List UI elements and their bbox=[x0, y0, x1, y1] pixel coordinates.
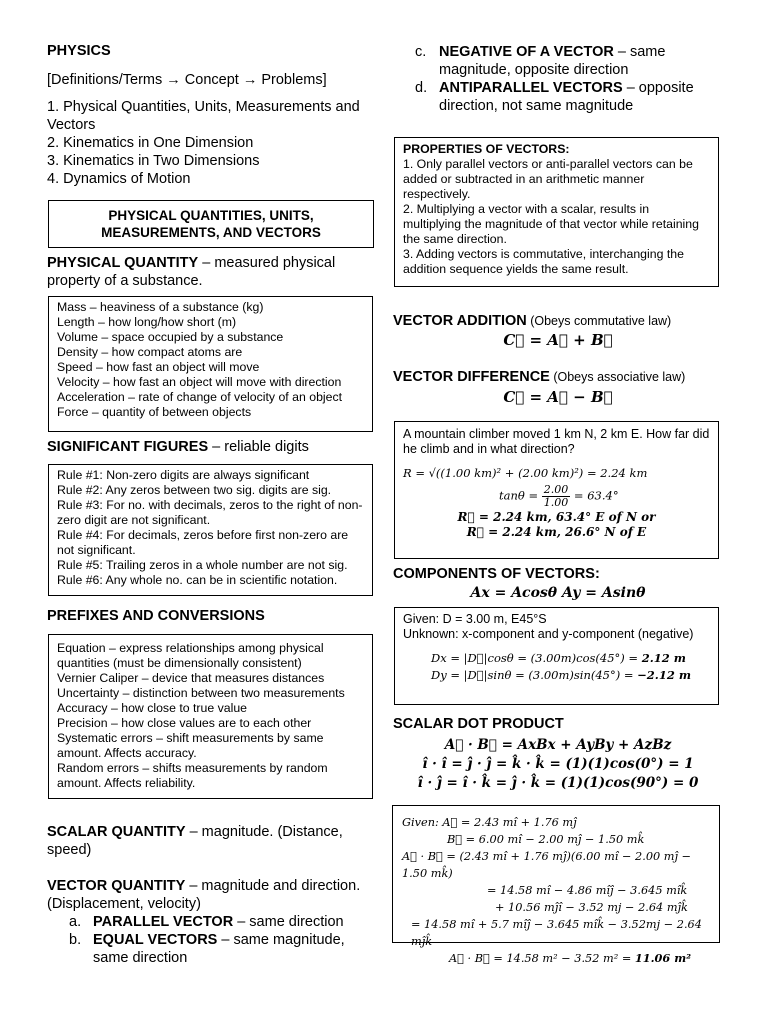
list-item: 2. Multiplying a vector with a scalar, results in multiplying the magnitude of that vector while retaining the same direction. bbox=[403, 202, 699, 246]
list-marker: a. bbox=[69, 914, 82, 930]
list-item: Force – quantity of between objects bbox=[57, 405, 252, 419]
list-marker: b. bbox=[69, 932, 82, 948]
components-heading: COMPONENTS OF VECTORS: bbox=[393, 566, 600, 582]
toc-item: 4. Dynamics of Motion bbox=[47, 171, 191, 187]
fraction bbox=[542, 484, 571, 509]
physical-quantity-list bbox=[48, 296, 373, 432]
subtitle-part: Concept bbox=[180, 72, 243, 88]
list-item: Equation – express relationships among physical quantities (must be dimensionally consistent) bbox=[57, 641, 324, 670]
term: VECTOR ADDITION bbox=[393, 313, 527, 329]
vector-types-continued bbox=[393, 43, 723, 115]
physical-quantity-definition bbox=[47, 254, 367, 290]
list-item: Volume – space occupied by a substance bbox=[57, 330, 284, 344]
list-item: Rule #2: Any zeros between two sig. digits are sig. bbox=[57, 483, 332, 497]
equation-part: tanθ = bbox=[499, 488, 539, 503]
equation-part: Dy = |D⃗|sinθ = (3.00m)sin(45°) = bbox=[431, 668, 638, 682]
term: SIGNIFICANT FIGURES bbox=[47, 439, 209, 455]
list-item: Mass – heaviness of a substance (kg) bbox=[57, 300, 264, 314]
subtitle-part: [Definitions/Terms bbox=[47, 72, 167, 88]
subtitle-part: Problems] bbox=[257, 72, 327, 88]
example-line: B⃗ = 6.00 mî − 2.00 mĵ − 1.50 mk̂ bbox=[447, 833, 645, 846]
example-line: A⃗ · B⃗ = (2.43 mî + 1.76 mĵ)(6.00 mî − 2.00 mĵ − 1.50 mk̂) bbox=[402, 850, 692, 880]
term: PHYSICAL QUANTITY bbox=[47, 255, 199, 271]
significant-figures-definition bbox=[47, 438, 309, 456]
example-line: + 10.56 mĵî − 3.52 mj − 2.64 mĵk̂ bbox=[495, 901, 688, 914]
subtitle bbox=[47, 71, 327, 89]
example-line: = 14.58 mî − 4.86 mîĵ − 3.645 mîk̂ bbox=[487, 884, 688, 897]
definition: – reliable digits bbox=[208, 439, 309, 455]
example-line: Given: A⃗ = 2.43 mî + 1.76 mĵ bbox=[402, 816, 577, 829]
section-title-box: PHYSICAL QUANTITIES, UNITS, MEASUREMENTS, AND VECTORS bbox=[48, 200, 374, 248]
definition: – same magnitude, opposite direction bbox=[439, 44, 666, 78]
formula-line: A⃗ · B⃗ = AxBx + AyBy + AzBz bbox=[444, 737, 672, 753]
numerator: 2.00 bbox=[543, 483, 569, 496]
list-item: Rule #1: Non-zero digits are always significant bbox=[57, 468, 310, 482]
arrow-icon: → bbox=[242, 72, 258, 88]
list-item: Length – how long/how short (m) bbox=[57, 315, 237, 329]
properties-of-vectors-box bbox=[394, 137, 719, 287]
dy-equation bbox=[403, 668, 710, 683]
term: SCALAR QUANTITY bbox=[47, 824, 186, 840]
list-item: Precision – how close values are to each other bbox=[57, 716, 312, 730]
problem-text: A mountain climber moved 1 km N, 2 km E. How far did he climb and in what direction? bbox=[403, 427, 710, 456]
dot-product-heading: SCALAR DOT PRODUCT bbox=[393, 716, 564, 732]
term: VECTOR DIFFERENCE bbox=[393, 369, 550, 385]
list-item: Rule #5: Trailing zeros in a whole number are not sig. bbox=[57, 558, 348, 572]
list-item: Systematic errors – shift measurements by same amount. Affects accuracy. bbox=[57, 731, 324, 760]
given-text: Given: D = 3.00 m, E45°S bbox=[403, 612, 547, 626]
definition: – magnitude and direction. (Displacement, velocity) bbox=[47, 878, 361, 912]
list-item bbox=[393, 79, 723, 115]
components-example-box bbox=[394, 607, 719, 705]
definition: – same magnitude, same direction bbox=[93, 932, 345, 966]
answer-line: R⃗ = 2.24 km, 63.4° E of N or bbox=[457, 510, 656, 524]
term: ANTIPARALLEL VECTORS bbox=[439, 80, 623, 96]
table-of-contents bbox=[47, 98, 367, 188]
equation-part: A⃗ · B⃗ = 14.58 m² − 3.52 m² = bbox=[449, 952, 635, 965]
denominator: 1.00 bbox=[543, 496, 569, 509]
formula-line: î · î = ĵ · ĵ = k̂ · k̂ = (1)(1)cos(0°) = 1 bbox=[422, 756, 694, 772]
toc-item: 2. Kinematics in One Dimension bbox=[47, 135, 254, 151]
list-item: Vernier Caliper – device that measures distances bbox=[57, 671, 325, 685]
list-item: Accuracy – how close to true value bbox=[57, 701, 248, 715]
list-item: 3. Adding vectors is commutative, interchanging the addition sequence yields the same result. bbox=[403, 247, 684, 276]
equation-part: = 63.4° bbox=[573, 488, 619, 503]
term: NEGATIVE OF A VECTOR bbox=[439, 44, 614, 60]
result: 2.12 m bbox=[641, 651, 686, 665]
list-item bbox=[47, 913, 372, 931]
list-marker: c. bbox=[415, 44, 427, 60]
formula-line: î · ĵ = î · k̂ = ĵ · k̂ = (1)(1)cos(90°) = 0 bbox=[417, 775, 699, 791]
vector-difference-formula: C⃗ = A⃗ − B⃗ bbox=[503, 388, 613, 406]
prefixes-list bbox=[48, 634, 373, 799]
unknown-text: Unknown: x-component and y-component (negative) bbox=[403, 627, 694, 641]
definition: – magnitude. (Distance, speed) bbox=[47, 824, 343, 858]
vector-difference-heading bbox=[393, 368, 685, 386]
list-item: 1. Only parallel vectors or anti-parallel vectors can be added or subtracted in an arithmetic manner respectively. bbox=[403, 157, 693, 201]
list-item: Rule #6: Any whole no. can be in scientific notation. bbox=[57, 573, 338, 587]
list-item: Rule #3: For no. with decimals, zeros to the right of non-zero digit are not significant. bbox=[57, 498, 363, 527]
toc-item: 3. Kinematics in Two Dimensions bbox=[47, 153, 260, 169]
list-item: Density – how compact atoms are bbox=[57, 345, 243, 359]
angle-equation bbox=[403, 484, 710, 509]
prefixes-heading: PREFIXES AND CONVERSIONS bbox=[47, 608, 265, 624]
list-item: Speed – how fast an object will move bbox=[57, 360, 260, 374]
page-title: PHYSICS bbox=[47, 43, 111, 59]
note: (Obeys commutative law) bbox=[526, 314, 672, 328]
list-item: Random errors – shifts measurements by random amount. Affects reliability. bbox=[57, 761, 328, 790]
dot-product-formulas bbox=[393, 736, 723, 793]
scalar-quantity-definition bbox=[47, 823, 372, 859]
vector-addition-formula: C⃗ = A⃗ + B⃗ bbox=[503, 331, 613, 349]
definition: – opposite direction, not same magnitude bbox=[439, 80, 694, 114]
vector-addition-heading bbox=[393, 312, 671, 330]
result: 11.06 m² bbox=[634, 951, 692, 965]
term: EQUAL VECTORS bbox=[93, 932, 218, 948]
note: (Obeys associative law) bbox=[549, 370, 686, 384]
list-item bbox=[47, 931, 372, 967]
definition: – same direction bbox=[233, 914, 344, 930]
answer-line: R⃗ = 2.24 km, 26.6° N of E bbox=[466, 525, 647, 539]
list-item: Acceleration – rate of change of velocity of an object bbox=[57, 390, 343, 404]
term: PARALLEL VECTOR bbox=[93, 914, 234, 930]
list-item: Uncertainty – distinction between two measurements bbox=[57, 686, 345, 700]
example-final-line bbox=[399, 950, 713, 967]
significant-figures-rules bbox=[48, 464, 373, 596]
vector-quantity-definition bbox=[47, 877, 372, 967]
dot-product-example-box bbox=[392, 805, 720, 965]
list-marker: d. bbox=[415, 80, 428, 96]
resultant-equation: R = √((1.00 km)² + (2.00 km)²) = 2.24 km bbox=[403, 466, 648, 480]
equation-part: Dx = |D⃗|cosθ = (3.00m)cos(45°) = bbox=[431, 651, 642, 665]
box-title: PROPERTIES OF VECTORS: bbox=[403, 142, 570, 156]
components-formula: Ax = Acosθ Ay = Asinθ bbox=[470, 585, 646, 601]
definition: – measured physical property of a substance. bbox=[47, 255, 336, 289]
list-item: Velocity – how fast an object will move with direction bbox=[57, 375, 342, 389]
climber-problem-box bbox=[394, 421, 719, 559]
dx-equation bbox=[403, 651, 710, 666]
arrow-icon: → bbox=[166, 72, 181, 88]
example-line: = 14.58 mî + 5.7 mîĵ − 3.645 mîk̂ − 3.52mj − 2.64 mĵk̂ bbox=[411, 918, 702, 948]
list-item: Rule #4: For decimals, zeros before first non-zero are not significant. bbox=[57, 528, 349, 557]
result: −2.12 m bbox=[637, 668, 691, 682]
term: VECTOR QUANTITY bbox=[47, 878, 186, 894]
toc-item: 1. Physical Quantities, Units, Measurements and Vectors bbox=[47, 99, 360, 133]
list-item bbox=[393, 43, 723, 79]
